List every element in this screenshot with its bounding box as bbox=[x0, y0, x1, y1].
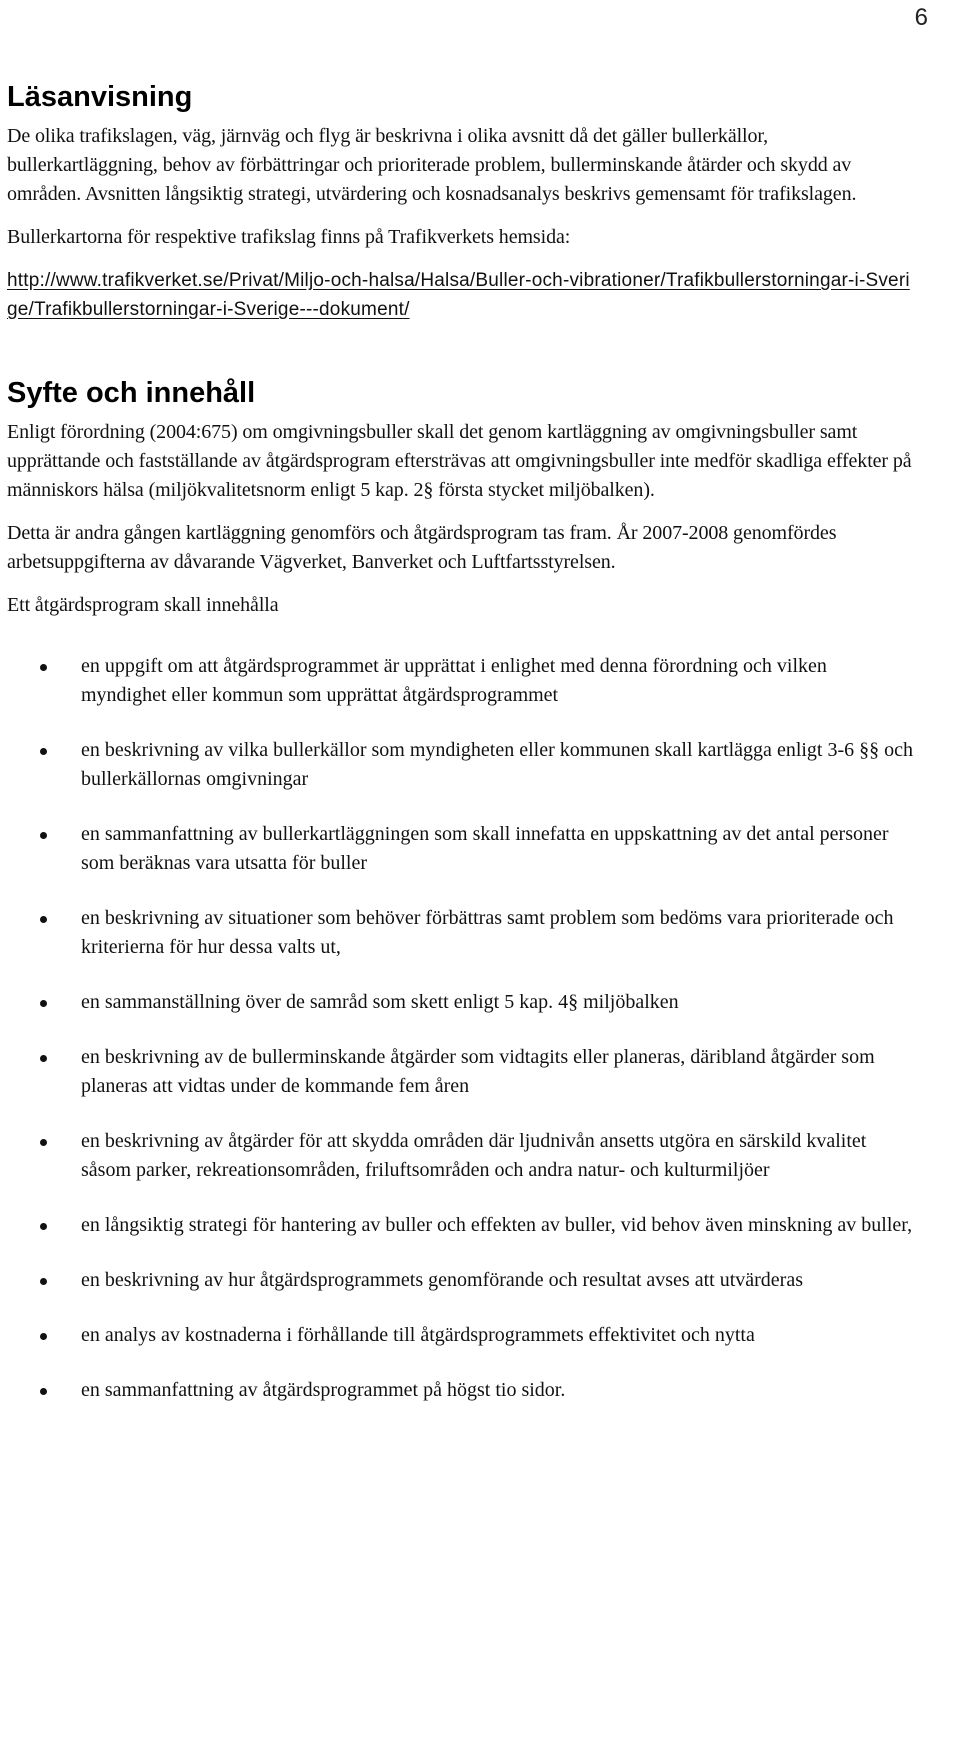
bullet-icon bbox=[40, 748, 47, 755]
list-item bbox=[7, 820, 917, 878]
list-item-text: en långsiktig strategi för hantering av buller och effekten av buller, vid behov även minskning av buller, bbox=[81, 1214, 913, 1236]
list-item-text: en beskrivning av vilka bullerkällor som myndigheten eller kommunen skall kartlägga enligt 3-6 §§ och bullerkällornas omgivningar bbox=[81, 739, 914, 790]
purpose-paragraph: Enligt förordning (2004:675) om omgivningsbuller skall det genom kartläggning av omgivningsbuller samt upprättande och fastställande av åtgärdsprogram eftersträvas att omgivningsbuller inte medför skadliga effekter på människors hälsa (miljökvalitetsnorm enligt 5 kap. 2§ första stycket miljöbalken). bbox=[7, 421, 912, 501]
list-item bbox=[7, 1266, 917, 1295]
bullet-icon bbox=[40, 832, 47, 839]
noise-maps-paragraph: Bullerkartorna för respektive trafikslag finns på Trafikverkets hemsida: bbox=[7, 226, 571, 248]
second-mapping-paragraph: Detta är andra gången kartläggning genomförs och åtgärdsprogram tas fram. År 2007-2008 genomfördes arbetsuppgifterna av dåvarande Vägverket, Banverket och Luftfartsstyrelsen. bbox=[7, 522, 837, 573]
program-contents-intro: Ett åtgärdsprogram skall innehålla bbox=[7, 594, 279, 616]
list-item bbox=[7, 1127, 917, 1185]
bullet-icon bbox=[40, 1055, 47, 1062]
list-item bbox=[7, 988, 917, 1017]
list-item-text: en sammanfattning av åtgärdsprogrammet på högst tio sidor. bbox=[81, 1379, 566, 1401]
bullet-icon bbox=[40, 1000, 47, 1007]
website-link-paragraph bbox=[7, 266, 917, 324]
list-item-text: en analys av kostnaderna i förhållande till åtgärdsprogrammets effektivitet och nytta bbox=[81, 1324, 755, 1346]
list-item bbox=[7, 652, 917, 710]
bullet-icon bbox=[40, 1223, 47, 1230]
list-item-text: en sammanfattning av bullerkartläggningen som skall innefatta en uppskattning av det antal personer som beräknas vara utsatta för buller bbox=[81, 823, 889, 874]
list-item bbox=[7, 1321, 917, 1350]
list-item bbox=[7, 736, 917, 794]
section-title-syfte: Syfte och innehåll bbox=[7, 377, 256, 409]
reading-guide-paragraph: De olika trafikslagen, väg, järnväg och flyg är beskrivna i olika avsnitt då det gäller bullerkällor, bullerkartläggning, behov av förbättringar och prioriterade problem, bullerminskande åtärder och skydd av områden. Avsnitten långsiktig strategi, utvärdering och kosnadsanalys beskrivs gemensamt för trafikslagen. bbox=[7, 125, 857, 205]
list-item bbox=[7, 904, 917, 962]
trafikverket-link[interactable]: http://www.trafikverket.se/Privat/Miljo-och-halsa/Halsa/Buller-och-vibrationer/Trafikbullerstorningar-i-Sverige/Trafikbullerstorningar-i-Sverige---dokument/ bbox=[7, 270, 910, 320]
program-contents-list bbox=[7, 652, 917, 1405]
list-item-text: en sammanställning över de samråd som skett enligt 5 kap. 4§ miljöbalken bbox=[81, 991, 679, 1013]
list-item-text: en beskrivning av hur åtgärdsprogrammets genomförande och resultat avses att utvärderas bbox=[81, 1269, 803, 1291]
bullet-icon bbox=[40, 916, 47, 923]
page-number: 6 bbox=[914, 4, 928, 31]
bullet-icon bbox=[40, 1388, 47, 1395]
bullet-icon bbox=[40, 1139, 47, 1146]
bullet-icon bbox=[40, 664, 47, 671]
list-item-text: en beskrivning av de bullerminskande åtgärder som vidtagits eller planeras, däribland åtgärder som planeras att vidtas under de kommande fem åren bbox=[81, 1046, 875, 1097]
bullet-icon bbox=[40, 1278, 47, 1285]
list-item bbox=[7, 1376, 917, 1405]
list-item bbox=[7, 1211, 917, 1240]
bullet-icon bbox=[40, 1333, 47, 1340]
document-body bbox=[7, 78, 917, 1431]
list-item-text: en beskrivning av åtgärder för att skydda områden där ljudnivån ansetts utgöra en särskild kvalitet såsom parker, rekreationsområden, friluftsområden och andra natur- och kulturmiljöer bbox=[81, 1130, 867, 1181]
list-item-text: en beskrivning av situationer som behöver förbättras samt problem som bedöms vara prioriterade och kriterierna för hur dessa valts ut, bbox=[81, 907, 894, 958]
list-item-text: en uppgift om att åtgärdsprogrammet är upprättat i enlighet med denna förordning och vilken myndighet eller kommun som upprättat åtgärdsprogrammet bbox=[81, 655, 827, 706]
list-item bbox=[7, 1043, 917, 1101]
section-title-lasanvisning: Läsanvisning bbox=[7, 81, 193, 113]
